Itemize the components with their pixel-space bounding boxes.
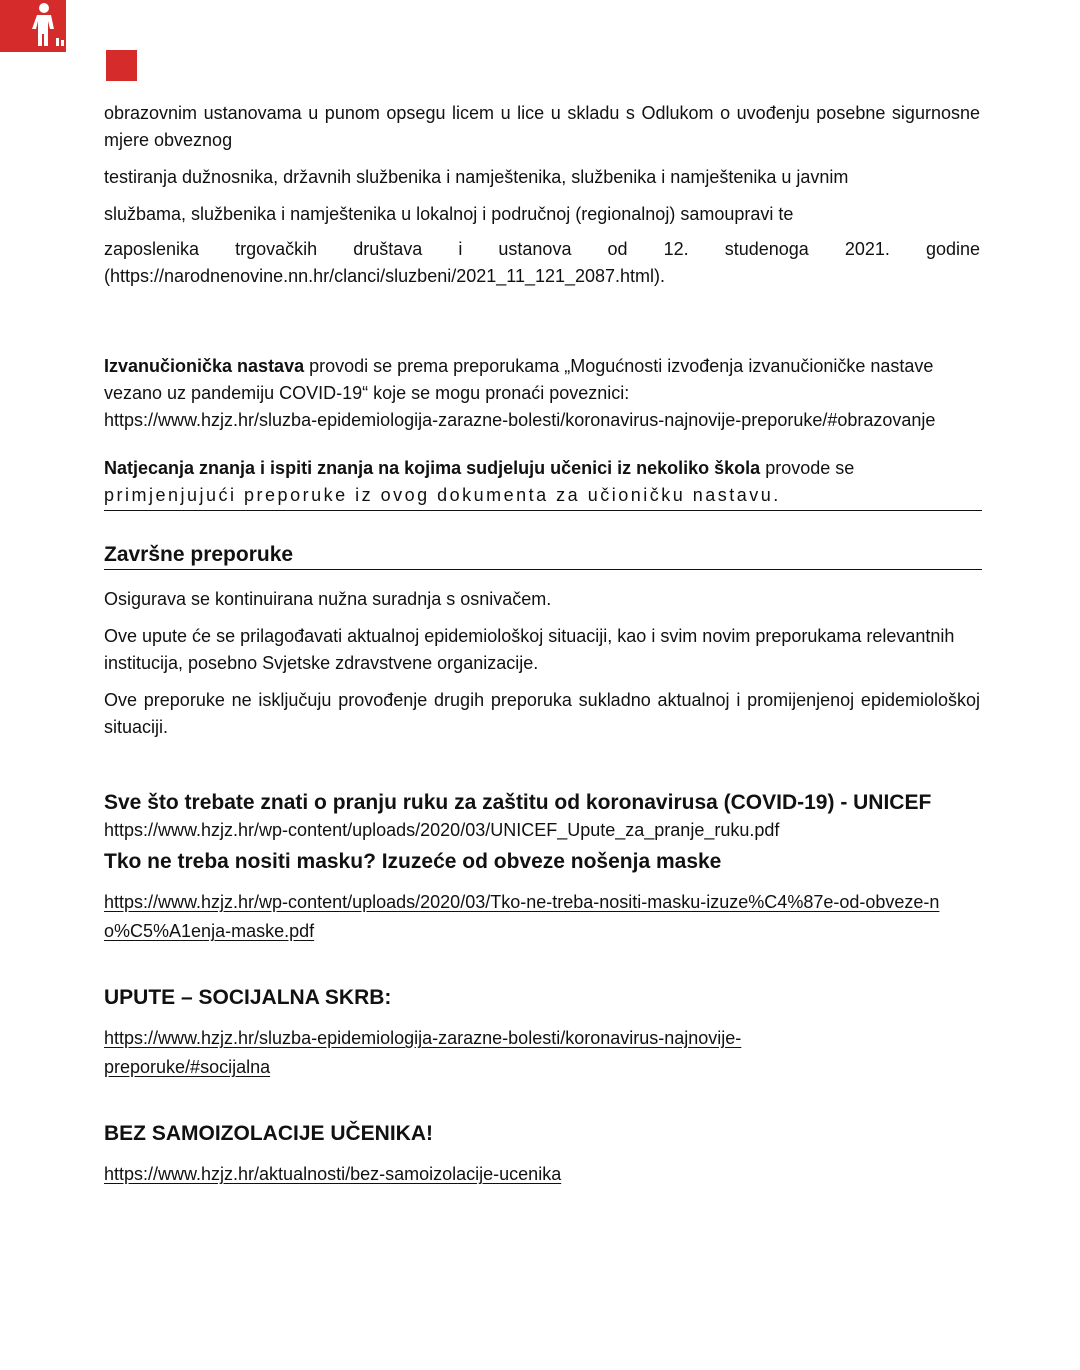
paragraph-testing-officials: testiranja dužnosnika, državnih službenika i namještenika, službenika i namještenika u javnim: [104, 167, 849, 187]
document-body: [104, 100, 980, 1189]
decorative-red-square: [106, 50, 137, 81]
competitions-text: provode se: [760, 458, 855, 478]
paragraph-decision-intro: obrazovnim ustanovama u punom opsegu licem u lice u skladu s Odlukom o uvođenju posebne sigurnosne mjere obveznog: [104, 103, 980, 150]
social-care-title: UPUTE – SOCIJALNA SKRB:: [104, 986, 392, 1009]
paragraph-other-recommendations: Ove preporuke ne isključuju provođenje drugih preporuka sukladno aktualnoj i promijenjenoj epidemiološkoj situaciji.: [104, 690, 980, 737]
paragraph-cooperation: Osigurava se kontinuirana nužna suradnja s osnivačem.: [104, 589, 552, 609]
final-recommendations-title: Završne preporuke: [104, 541, 982, 570]
field-trips-label: Izvanučionička nastava: [104, 356, 305, 376]
mask-exemption-title: Tko ne treba nositi masku? Izuzeće od obveze nošenja maske: [104, 850, 722, 873]
paragraph-local-services: službama, službenika i namještenika u lokalnoj i područnoj (regionalnoj) samoupravi te: [104, 204, 794, 224]
unicef-handwashing-url[interactable]: https://www.hzjz.hr/wp-content/uploads/2020/03/UNICEF_Upute_za_pranje_ruku.pdf: [104, 820, 780, 840]
mask-exemption-link[interactable]: https://www.hzjz.hr/wp-content/uploads/2020/03/Tko-ne-treba-nositi-masku-izuze%C4%87e-od-obveze-no%C5%A1enja-maske.pdf: [104, 892, 940, 941]
paragraph-employees-date: zaposlenika trgovačkih društava i ustanova od 12. studenoga 2021. godine (https://narodnenovine.nn.hr/clanci/sluzbeni/2021_11_121_2087.html).: [104, 239, 980, 286]
unicef-handwashing-title: Sve što trebate znati o pranju ruku za zaštitu od koronavirusa (COVID-19) - UNICEF: [104, 791, 932, 814]
paragraph-adaptation: Ove upute će se prilagođavati aktualnoj epidemiološkoj situaciji, kao i svim novim preporukama relevantnih institucija, posebno Svjetske zdravstvene organizacije.: [104, 626, 955, 673]
competitions-text-continued: primjenjujući preporuke iz ovog dokumenta za učioničku nastavu.: [104, 482, 982, 511]
competitions-label: Natjecanja znanja i ispiti znanja na kojima sudjeluju učenici iz nekoliko škola: [104, 458, 761, 478]
paragraph-field-trips: [104, 353, 980, 407]
paragraph-competitions: [104, 455, 980, 482]
organization-logo-icon: [0, 0, 66, 52]
field-trips-url[interactable]: https://www.hzjz.hr/sluzba-epidemiologija-zarazne-bolesti/koronavirus-najnovije-preporuke/#obrazovanje: [104, 410, 936, 430]
field-trips-text: provodi se prema preporukama „Mogućnosti izvođenja izvanučioničke nastave vezano uz pandemiju COVID-19“ koje se mogu pronaći poveznici:: [104, 356, 934, 403]
no-self-isolation-title: BEZ SAMOIZOLACIJE UČENIKA!: [104, 1122, 434, 1145]
social-care-link[interactable]: https://www.hzjz.hr/sluzba-epidemiologija-zarazne-bolesti/koronavirus-najnovije-preporuke/#socijalna: [104, 1028, 742, 1077]
no-self-isolation-link[interactable]: https://www.hzjz.hr/aktualnosti/bez-samoizolacije-ucenika: [104, 1164, 562, 1184]
